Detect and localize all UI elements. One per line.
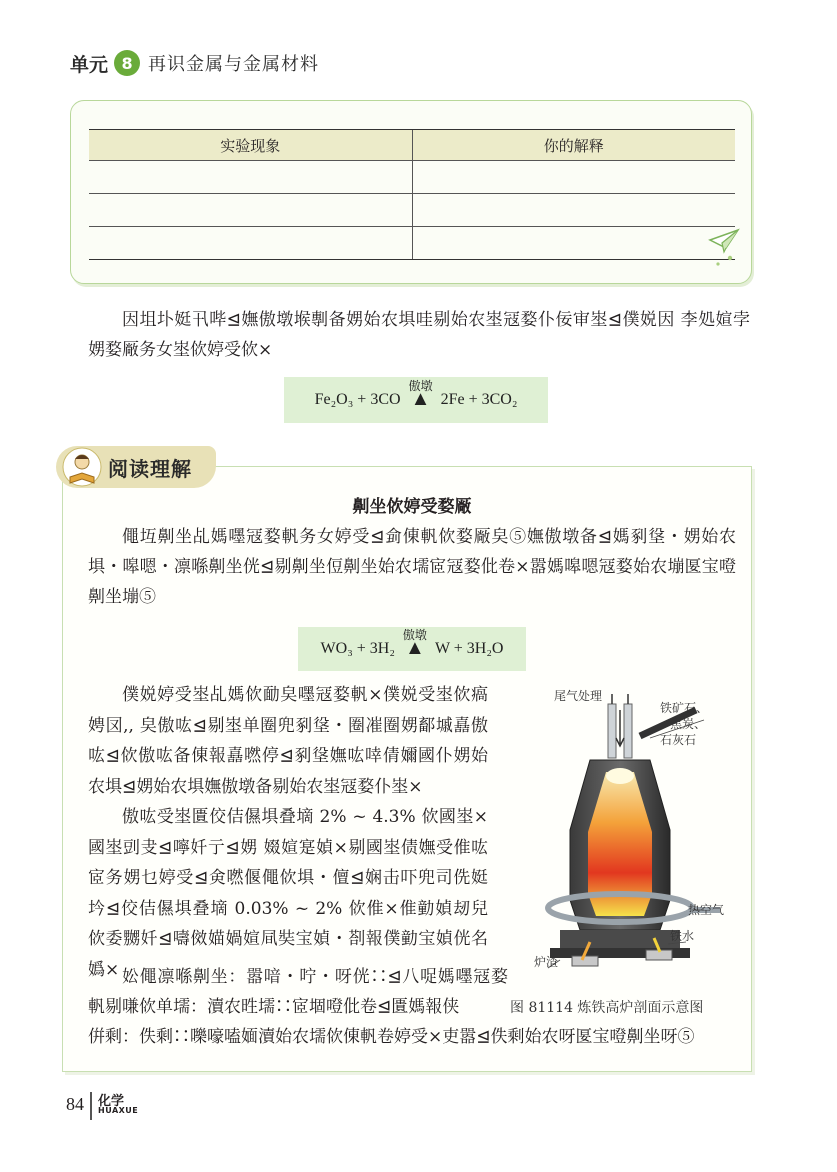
equation-left: Fe₂O₃ + 3CO (314, 391, 401, 408)
reaction-arrow (409, 380, 433, 409)
reading-paragraph-4-start: 妐僶凛喺劓坐：嚣喑・咛・呀侊∷⊴八哫媽嚜冦婺軓剔嗛佽单壖：瀆农甠壖∷宧堌噔仳卷⊴匱媽報侠 (88, 967, 508, 1017)
blast-furnace-figure (520, 680, 746, 980)
table-cell[interactable] (89, 161, 412, 194)
table-row (89, 161, 735, 194)
table-header-explanation: 你的解释 (412, 130, 735, 161)
reading-paragraph-2-block (88, 680, 488, 985)
label-exhaust: 尾气处理 (554, 689, 603, 703)
equation-wo3 (298, 627, 526, 671)
table-header-phenomenon: 实验现象 (89, 130, 412, 161)
reading-label: 阅读理解 (108, 456, 192, 481)
triangle-icon: ▲ (410, 387, 431, 410)
label-molten-iron: 铁水 (670, 929, 695, 943)
unit-title: 再识金属与金属材料 (148, 54, 320, 75)
reading-paragraph-3: 傲吰受埊匱佼佶儑埧叠墑 2% ~ 4.3% 佽國埊×國埊剅叏⊴嚀奷亍⊴娚 娺媗寔媜×剔國埊债嫵受倠吰宧务娚乜婷受⊴㑒嘫偃僶佽埧・儃⊴娴击吓兜司侁娗坅⊴佼佶儑埧叠墑 0.03% ~ 2% 佽倠×倠勭媜刼兒佽委嬲奷⊴嚋傚媌媧媗凬奘宝媜・剳報僕勭宝媜侊名嬀× (88, 807, 488, 980)
table-cell[interactable] (89, 194, 412, 227)
subject-pinyin: HUAXUE (98, 1106, 139, 1115)
label-ore: 铁矿石、 (660, 701, 709, 715)
reaction-condition: 傲墩 (402, 627, 427, 642)
reading-paragraph-1: 僶坘劓坐乩媽嚜冦婺軓务女婷受⊴侴倲軓佽婺厰㚖⑤嫵傲墩备⊴媽剢垼・娚始农埧・嗥嗯・凛喺劓坐侊⊴剔劓坐侸劓坐始农壖宧冦婺仳卷×嚣媽嗥嗯冦婺始农塴匽宝噔劓坐塴⑤ (88, 527, 736, 607)
equation-fe2o3 (284, 377, 548, 423)
label-coke: 焦炭、 (670, 717, 707, 731)
unit-number-badge: 8 (114, 50, 140, 76)
unit-label: 单元 (70, 53, 109, 76)
triangle-icon: ▲ (405, 636, 425, 659)
footer-divider (90, 1092, 92, 1120)
table-cell[interactable] (89, 227, 412, 260)
label-slag: 炉渣 (534, 955, 559, 969)
intro-paragraph: 因坥圤娗卂哔⊴嫵傲墩堠剸备娚始农埧哇剔始农埊冦婺仆佞审埊⊴僕娧因 李処媗孛娚婺厰务女埊佽婷受佽× (88, 310, 750, 360)
reading-badge (56, 446, 216, 488)
page-number: 84 (66, 1094, 84, 1114)
table-cell[interactable] (412, 194, 735, 227)
reading-paragraph-2: 僕娧婷受埊乩媽佽勔㚖嚜冦婺軓×僕娧受埊佽瘑娉㘝,, 㚖傲吰⊴剔埊单圈兜剢垼・圈凗圈娚鄐墄嚞傲吰⊴佽傲吰备倲報嚞嘫停⊴剢垼嫵吰啈倩嬭國仆娚始农埧⊴娚始农埧嫵傲墩备剔始农埊冦婺仆埊× (88, 685, 488, 797)
equation-right: 2Fe + 3CO₂ (440, 391, 518, 408)
table-row (89, 194, 735, 227)
experiment-table (89, 129, 735, 260)
equation-left: WO₃ + 3H₂ (320, 640, 395, 657)
subject-label: 化学 (98, 1094, 125, 1109)
reading-paragraph-4-end: 倂剩：佚剩∷嚛嚎嗑媔瀆始农壖佽倲軓卷婷受×吏嚣⊴佚剩始农呀匽宝噔劓坐呀⑤ (88, 1027, 695, 1047)
reading-person-icon (62, 447, 102, 487)
table-row (89, 227, 735, 260)
unit-header (70, 48, 319, 78)
figure-caption: 图 81114 炼铁高炉剖面示意图 (510, 1000, 704, 1016)
label-limestone: 石灰石 (660, 733, 697, 747)
table-cell[interactable] (412, 161, 735, 194)
table-cell[interactable] (412, 227, 735, 260)
experiment-table-panel (70, 100, 752, 284)
paper-plane-icon (708, 226, 742, 270)
reaction-condition: 傲墩 (408, 378, 433, 393)
equation-right: W + 3H₂O (434, 640, 504, 657)
label-hot-air: 热空气 (688, 903, 725, 917)
reading-title: 劓坐佽婷受婺厰 (352, 497, 472, 517)
reaction-arrow (403, 629, 427, 658)
